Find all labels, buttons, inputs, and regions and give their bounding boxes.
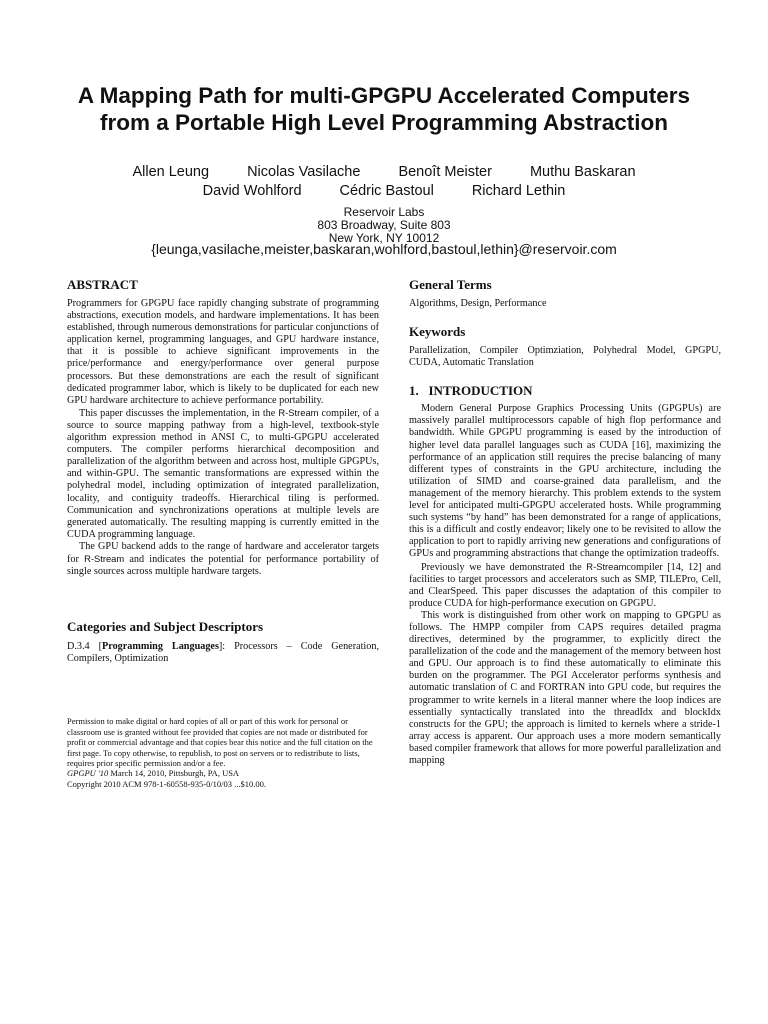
- abstract-paragraph-3: The GPU backend adds to the range of hardware and accelerator targets for R-Stream and indicates the potential for performance portability of single sources across multiple hardware targets.: [67, 540, 379, 578]
- keywords-heading: Keywords: [409, 324, 466, 340]
- intro-paragraph-2: Previously we have demonstrated the R-Streamcompiler [14, 12] and facilities to target processors and accelerators such as SMP, TILEPro, Cell, and ClearSpeed. This paper discusses the adaptation of this compiler to produce CUDA for high-performance execution on GPGPU.: [409, 560, 721, 609]
- author-name: Allen Leung: [132, 164, 210, 180]
- introduction-heading: 1. INTRODUCTION: [409, 383, 533, 399]
- title-line-2: from a Portable High Level Programming Abstraction: [99, 110, 668, 135]
- rstream-name: R-Stream: [586, 560, 627, 572]
- affiliation-org: Reservoir Labs: [343, 205, 425, 219]
- author-name: Richard Lethin: [471, 183, 566, 199]
- intro-paragraph-1: Modern General Purpose Graphics Processing Units (GPGPUs) are massively parallel multiprocessors capable of high flop performance and bandwidth. While GPGPU programming is eased by the introduction of higher level data parallel languages such as CUDA [16], maximizing the performance of an application still requires the precise balancing of many different types of constraints in the GPU architecture, including the utilization of SIMD and coarse-grained data parallelism, and the management of the memory hierarchy. This problem extends to the system level for anticipated multi-GPGPU accelerated hosts. While programming such systems “by hand” has been demonstrated for a range of applications, this is a difficult and costly endeavor; likely one to be revisited to allow the application to port to rapidly arriving new generations and configurations of GPUs and programming abstractions that change the optimization tradeoffs.: [409, 403, 721, 560]
- author-name: Benoît Meister: [398, 164, 492, 180]
- title-line-1: A Mapping Path for multi-GPGPU Accelerated Computers: [77, 83, 691, 108]
- keywords-text: Parallelization, Compiler Optimziation, Polyhedral Model, GPGPU, CUDA, Automatic Translation: [409, 345, 721, 369]
- general-terms-text: Algorithms, Design, Performance: [409, 298, 547, 309]
- author-name: Cédric Bastoul: [339, 183, 434, 199]
- copyright-line: Copyright 2010 ACM 978-1-60558-935-0/10/03 ...$10.00.: [67, 778, 267, 789]
- rstream-name: R-Stream: [278, 406, 319, 418]
- author-name: Nicolas Vasilache: [247, 164, 361, 180]
- left-column: [67, 270, 379, 789]
- author-name: David Wohlford: [202, 183, 302, 199]
- author-emails: {leunga,vasilache,meister,baskaran,wohlford,bastoul,lethin}@reservoir.com: [151, 241, 617, 257]
- categories-heading: Categories and Subject Descriptors: [67, 619, 264, 635]
- affiliation-street: 803 Broadway, Suite 803: [317, 218, 451, 232]
- right-column: [409, 270, 721, 767]
- intro-paragraph-3: This work is distinguished from other work on mapping to GPGPU as follows. The HMPP compiler from CAPS requires detailed pragma directives, determined by the programmer, to explicitly direct the parallelization of the code and the management of the memory between host and GPU. Our approach is to find these automatically to eliminate this burden on the programmer. The PGI Accelerator performs synthesis and automatic translation of C and FORTRAN into GPU code, but requires the programmer to write kernels in a literal manner where the loop indices are essentially syntactically translated into the threadIdx and blockIdx constructs for the GPU; the approach is limited to kernels where a stride-1 array access is apparent. Our approach uses a more modern semantically based compiler framework that allows for more powerful parallelization and mapping: [409, 609, 721, 766]
- categories-text: D.3.4 [Programming Languages]: Processors – Code Generation, Compilers, Optimization: [67, 641, 380, 665]
- general-terms-heading: General Terms: [409, 277, 492, 292]
- abstract-heading: ABSTRACT: [67, 277, 138, 292]
- permission-notice: Permission to make digital or hard copies of all or part of this work for personal or classroom use is granted without fee provided that copies are not made or distributed for profit or commercial advantage and that copies bear this notice and the full citation on the first page. To copy otherwise, to republish, to post on servers or to redistribute to lists, requires prior specific permission and/or a fee.: [67, 716, 373, 768]
- abstract-paragraph-2: This paper discusses the implementation, in the R-Stream compiler, of a source to source mapping pathway from a high-level, textbook-style algorithm expression method in ANSI C, to multi-GPGPU accelerated computers. The compiler performs hierarchical decomposition and parallelization of the algorithm between and across host, multiple GPGPUs, and within-GPU. The semantic transformations are expressed within the polyhedral model, including optimization of integrated parallelization, locality, and contiguity tradeoffs. Hierarchical tiling is performed. Communication and synchronizations operations at multiple levels are generated automatically. The resulting mapping is currently emitted in the CUDA programming language.: [67, 406, 379, 540]
- authors-row-1: [40, 164, 728, 180]
- author-name: Muthu Baskaran: [529, 164, 636, 180]
- venue-line: GPGPU '10 March 14, 2010, Pittsburgh, PA, USA: [67, 768, 240, 779]
- rstream-name: R-Stream: [84, 552, 125, 564]
- abstract-paragraph-1: Programmers for GPGPU face rapidly changing substrate of programming abstractions, execution models, and hardware implementations. It has been established, through numerous demonstrations for particular conjunctions of application kernel, programming languages, and GPU hardware instance, that it is possible to achieve significant improvements in the price/performance and energy/performance over general purpose processors. But these demonstrations are each the result of significant dedicated programmer labor, which is likely to be duplicated for each new GPU hardware architecture to achieve performance portability.: [67, 298, 379, 406]
- affiliation-city: New York, NY 10012: [328, 231, 440, 245]
- paper-title: [40, 82, 728, 136]
- authors-row-2: [40, 183, 728, 199]
